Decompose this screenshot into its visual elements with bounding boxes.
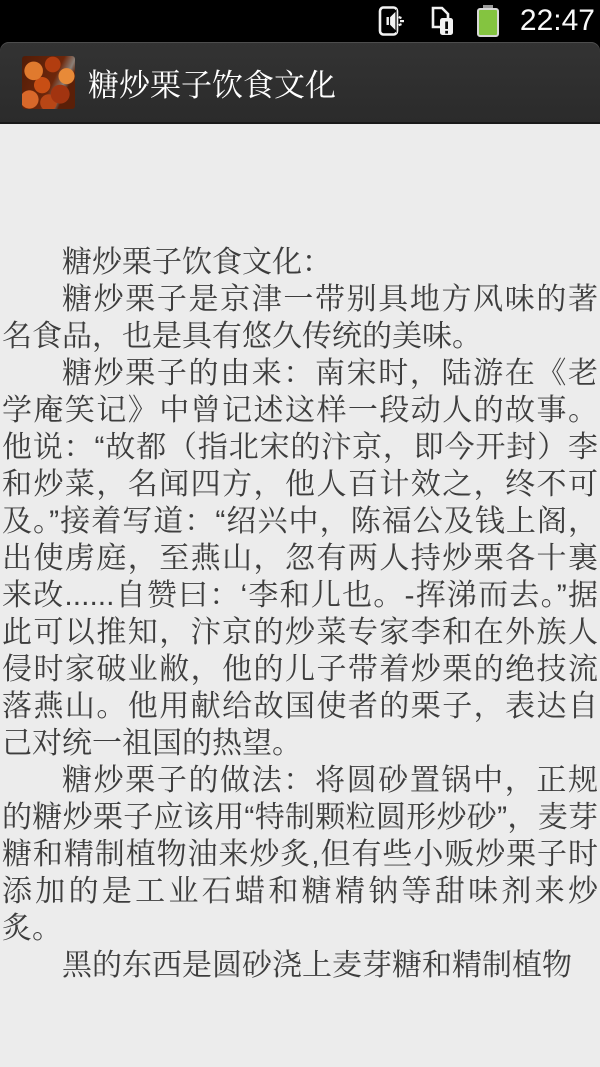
app-icon — [22, 56, 75, 109]
article-paragraph: 糖炒栗子是京津一带别具地方风味的著名食品，也是具有悠久传统的美味。 — [2, 283, 598, 353]
app-title: 糖炒栗子饮食文化 — [88, 67, 336, 103]
phone-speaker-icon — [377, 5, 409, 37]
article-content[interactable] — [0, 124, 600, 1067]
battery-icon — [475, 4, 501, 38]
app-bar — [0, 42, 600, 124]
article-paragraph: 糖炒栗子的做法：将圆砂置锅中，正规的糖炒栗子应该用“特制颗粒圆形炒砂”，麦芽糖和精制植物油来炒炙,但有些小贩炒栗子时添加的是工业石蜡和糖精钠等甜味剂来炒炙。 — [2, 764, 598, 945]
status-time: 22:47 — [519, 4, 595, 37]
article-paragraph: 黑的东西是圆砂浇上麦芽糖和精制植物 — [62, 949, 572, 982]
no-sim-icon — [426, 5, 458, 37]
article-paragraph: 糖炒栗子的由来：南宋时，陆游在《老学庵笑记》中曾记述这样一段动人的故事。他说：“故都（指北宋的汴京，即今开封）李和炒菜，名闻四方，他人百计效之，终不可及。”接着写道：“绍兴中，陈福公及钱上阁，出使虏庭，至燕山，忽有两人持炒栗各十裏来改......自赞曰：‘李和儿也。-挥涕而去。”据此可以推知，汴京的炒菜专家李和在外族人侵时家破业敝，他的儿子带着炒栗的绝技流落燕山。他用献给故国使者的栗子，表达自己对统一祖国的热望。 — [2, 357, 598, 760]
status-bar — [0, 0, 600, 42]
article-heading-line: 糖炒栗子饮食文化： — [62, 246, 332, 279]
